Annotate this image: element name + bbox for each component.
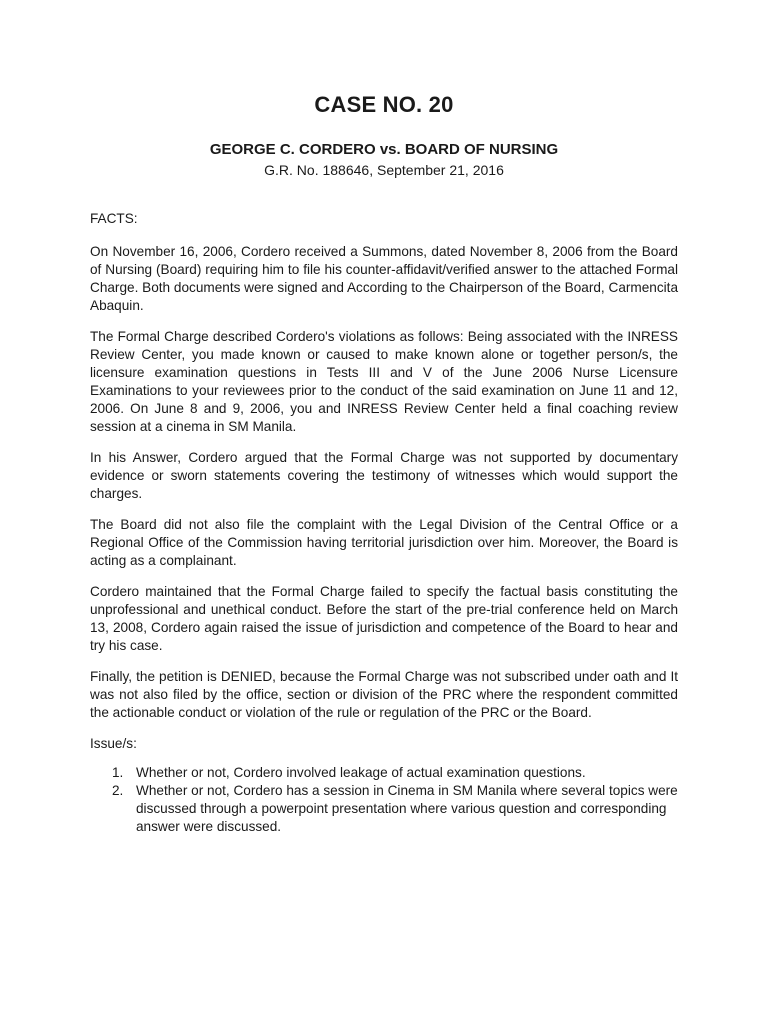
list-item: [90, 764, 678, 782]
list-item-number: 2.: [112, 783, 124, 798]
paragraph: Cordero maintained that the Formal Charge failed to specify the factual basis constituting the unprofessional and unethical conduct. Before the start of the pre-trial conference held on March 13, 2008, Cordero again raised the issue of jurisdiction and competence of the Board to hear and try his case.: [90, 584, 678, 653]
facts-heading: FACTS:: [90, 211, 138, 226]
issues-heading: Issue/s:: [90, 736, 137, 751]
document-body: [90, 210, 678, 840]
paragraph: In his Answer, Cordero argued that the Formal Charge was not supported by documentary evidence or sworn statements covering the testimony of witnesses which would support the charges.: [90, 450, 678, 501]
list-item-text: Whether or not, Cordero involved leakage of actual examination questions.: [136, 765, 586, 780]
paragraph: Finally, the petition is DENIED, because the Formal Charge was not subscribed under oath and It was not also filed by the office, section or division of the PRC where the respondent committed the actionable conduct or violation of the rule or regulation of the PRC or the Board.: [90, 669, 678, 720]
list-item: [90, 782, 678, 836]
paragraph: The Board did not also file the complaint with the Legal Division of the Central Office or a Regional Office of the Commission having territorial jurisdiction over him. Moreover, the Board is acting as a complainant.: [90, 517, 678, 568]
paragraph: The Formal Charge described Cordero's violations as follows: Being associated with the INRESS Review Center, you made known or caused to make known alone or together person/s, the licensure examination questions in Tests III and V of the June 2006 Nurse Licensure Examinations to your reviewees prior to the conduct of the said examination on June 11 and 12, 2006. On June 8 and 9, 2006, you and INRESS Review Center held a final coaching review session at a cinema in SM Manila.: [90, 329, 678, 434]
issues-list: [90, 764, 678, 836]
case-title: CASE NO. 20: [314, 92, 454, 117]
list-item-number: 1.: [112, 765, 124, 780]
list-item-text: Whether or not, Cordero has a session in Cinema in SM Manila where several topics were discussed through a powerpoint presentation where various question and corresponding answer were discussed.: [136, 783, 678, 834]
case-citation: G.R. No. 188646, September 21, 2016: [264, 162, 504, 178]
case-parties: GEORGE C. CORDERO vs. BOARD OF NURSING: [209, 141, 559, 158]
paragraph: On November 16, 2006, Cordero received a Summons, dated November 8, 2006 from the Board of Nursing (Board) requiring him to file his counter-affidavit/verified answer to the attached Formal Charge. Both documents were signed and According to the Chairperson of the Board, Carmencita Abaquin.: [90, 244, 678, 313]
